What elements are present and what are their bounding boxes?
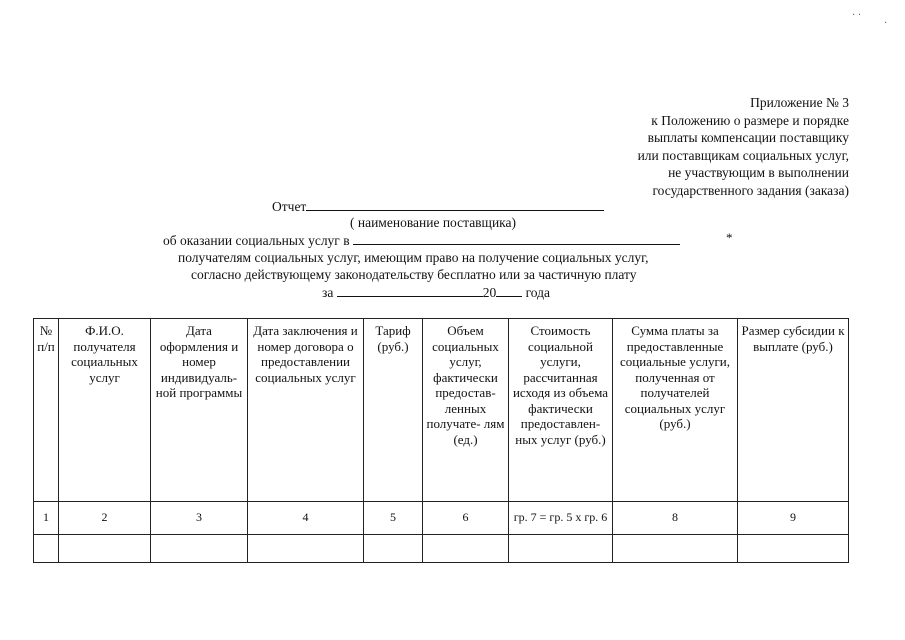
appendix-line: выплаты компенсации поставщику <box>647 130 849 145</box>
header-cell-cost: Стоимость социальной услуги, рассчитанная исходя из объема фактически предоставлен- ных услуг (руб.) <box>509 319 613 502</box>
header-cell-program-date: Дата оформления и номер индивидуаль- ной программы <box>151 319 248 502</box>
appendix-note <box>638 94 849 199</box>
column-formula: гр. 7 = гр. 5 х гр. 6 <box>509 502 613 535</box>
column-number: 8 <box>613 502 738 535</box>
appendix-line: к Положению о размере и порядке <box>651 112 849 128</box>
column-number: 5 <box>364 502 423 535</box>
report-title: Отчет <box>272 199 307 214</box>
scan-artifact: · <box>884 18 888 29</box>
header-cell-volume: Объем социальных услуг, фактически предостав- ленных получате- лям (ед.) <box>423 319 509 502</box>
empty-data-row <box>34 535 849 563</box>
table-cell[interactable] <box>613 535 738 563</box>
header-cell-subsidy: Размер субсидии к выплате (руб.) <box>738 319 849 502</box>
table-cell[interactable] <box>509 535 613 563</box>
period-prefix: за <box>322 285 334 300</box>
header-cell-tariff: Тариф (руб.) <box>364 319 423 502</box>
legal-basis-line: согласно действующему законодательству бесплатно или за частичную плату <box>191 267 637 282</box>
column-number-row <box>34 502 849 535</box>
header-row <box>34 319 849 502</box>
provider-name-field[interactable] <box>306 198 604 211</box>
appendix-line: или поставщикам социальных услуг, <box>637 147 849 163</box>
table-cell[interactable] <box>248 535 364 563</box>
year-field[interactable] <box>496 284 522 297</box>
column-number: 9 <box>738 502 849 535</box>
header-cell-recipient: Ф.И.О. получателя социальных услуг <box>59 319 151 502</box>
column-number: 6 <box>423 502 509 535</box>
services-prefix: об оказании социальных услуг в <box>163 233 350 248</box>
column-number: 4 <box>248 502 364 535</box>
table-cell[interactable] <box>423 535 509 563</box>
scan-artifact: · · <box>852 10 862 21</box>
column-number: 2 <box>59 502 151 535</box>
period-field[interactable] <box>337 284 483 297</box>
recipients-line: получателям социальных услуг, имеющим право на получение социальных услуг, <box>178 250 649 265</box>
region-field[interactable] <box>353 232 680 245</box>
table-cell[interactable] <box>151 535 248 563</box>
table-cell[interactable] <box>738 535 849 563</box>
period-suffix: года <box>525 285 551 300</box>
provider-hint: ( наименование поставщика) <box>350 215 517 230</box>
table-cell[interactable] <box>34 535 59 563</box>
header-cell-payment: Сумма платы за предоставленные социальные услуги, полученная от получателей социальных услуг (руб.) <box>613 319 738 502</box>
table-cell[interactable] <box>59 535 151 563</box>
column-number: 1 <box>34 502 59 535</box>
period-line <box>322 284 550 301</box>
column-number: 3 <box>151 502 248 535</box>
period-century: 20 <box>482 285 497 300</box>
footnote-asterisk: * <box>726 230 733 245</box>
appendix-line: государственного задания (заказа) <box>652 182 849 198</box>
appendix-line: Приложение № 3 <box>750 95 849 110</box>
table-cell[interactable] <box>364 535 423 563</box>
report-title-line <box>272 198 604 215</box>
services-line <box>163 232 680 249</box>
report-table <box>33 318 849 563</box>
header-cell-number: № п/п <box>34 319 59 502</box>
header-cell-contract-date: Дата заключения и номер договора о предоставлении социальных услуг <box>248 319 364 502</box>
appendix-line: не участвующим в выполнении <box>668 165 849 180</box>
